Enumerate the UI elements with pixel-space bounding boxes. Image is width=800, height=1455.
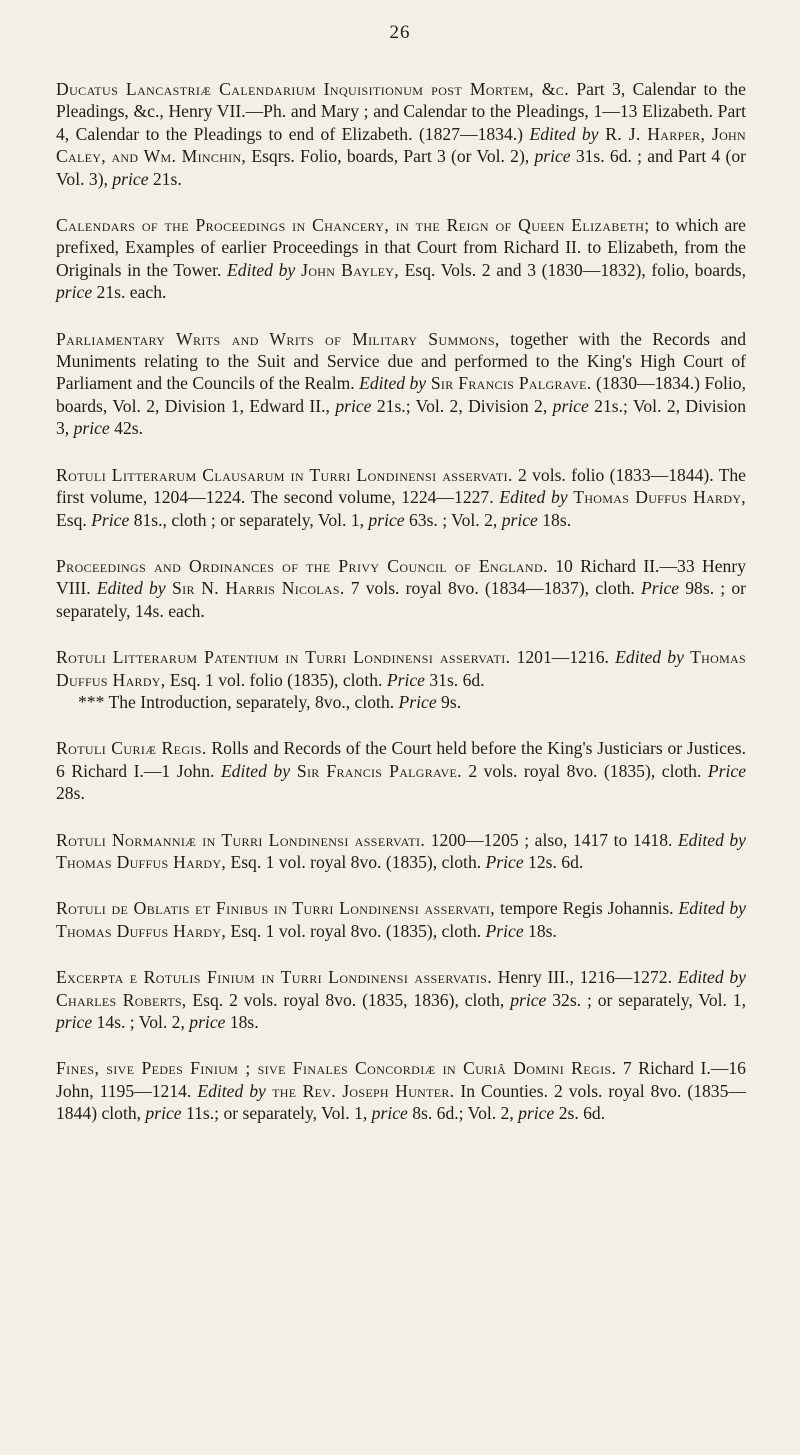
entry-title: Excerpta e Rotulis Finium in Turri Londinensi asservatis. (56, 967, 493, 988)
catalogue-entry (56, 737, 746, 804)
entry-text: 8s. 6d.; Vol. 2, (407, 1103, 519, 1124)
entry-text: 81s., cloth ; or separately, Vol. 1, (129, 509, 369, 530)
price-label: price (56, 282, 93, 303)
entry-text: 31s. 6d. ; and Part 4 (or Vol. 3), (56, 146, 746, 189)
entry-text: 21s.; Vol. 2, Division 2, (371, 395, 553, 416)
entry-text: In Counties. 2 vols. royal 8vo. (1835—1844) cloth, (56, 1080, 746, 1124)
entry-editors: Thomas Duffus Hardy, (56, 851, 227, 872)
price-label: Price (386, 669, 425, 690)
catalogue-entry (56, 214, 746, 304)
entry-text: 63s. ; Vol. 2, (404, 509, 502, 530)
price-label: price (73, 418, 110, 439)
catalogue-entry (56, 328, 746, 440)
entry-text: 14s. ; Vol. 2, (92, 1012, 190, 1032)
catalogue-entry (56, 464, 746, 531)
entry-note (56, 691, 746, 713)
entry-text: 98s. ; or separately, 14s. each. (56, 578, 746, 621)
edited-by-label: Edited by (678, 898, 746, 919)
entry-text: to which are prefixed, Examples of earlier Proceedings in that Court from Richard II. to Elizabeth, from the Originals in the Tower. (56, 215, 746, 280)
entry-text: 21s. (148, 168, 182, 189)
price-label: price (518, 1103, 555, 1124)
entry-editors: Charles Roberts, (56, 989, 187, 1010)
entry-text: 32s. ; or separately, Vol. 1, (546, 989, 746, 1010)
entry-text: 31s. 6d. (424, 669, 485, 690)
catalogue-entries (56, 78, 746, 1149)
edited-by-label: Edited by (220, 760, 291, 781)
entry-text: Esq. 1 vol. royal 8vo. (1835), cloth. (226, 920, 486, 941)
entry-text: Esqrs. Folio, boards, Part 3 (or Vol. 2), (246, 146, 535, 167)
price-label: price (371, 1103, 408, 1124)
entry-editors: Thomas Duffus Hardy, (56, 647, 746, 690)
entry-text: 1201—1216. (510, 647, 616, 668)
price-label: Price (707, 760, 747, 781)
price-label: Price (485, 851, 524, 872)
entry-editors: Thomas Duffus Hardy, (567, 487, 746, 508)
entry-text: Esq. 2 vols. royal 8vo. (1835, 1836), cloth, (186, 989, 511, 1010)
entry-title: Proceedings and Ordinances of the Privy Council of England. (56, 555, 548, 576)
edited-by-label: Edited by (96, 578, 166, 599)
entry-text: 1200—1205 ; also, 1417 to 1418. (425, 829, 678, 850)
catalogue-entry (56, 78, 746, 190)
catalogue-entry (56, 966, 746, 1033)
entry-text: 2 vols. royal 8vo. (1835), cloth. (461, 760, 708, 781)
entry-editors: Sir N. Harris Nicolas. (165, 578, 345, 599)
price-label: price (189, 1012, 226, 1032)
edited-by-label: Edited by (615, 647, 684, 668)
entry-editors: John Bayley, (295, 259, 399, 280)
page-number: 26 (389, 22, 411, 43)
entry-text: (1830—1834.) Folio, boards, Vol. 2, Division 1, Edward II., (56, 373, 747, 416)
entry-text: tempore Regis Johannis. (495, 898, 679, 919)
entry-text: Esq. 1 vol. royal 8vo. (1835), cloth. (226, 851, 486, 872)
entry-text: Rolls and Records of the Court held before the King's Justiciars or Justices. 6 Richard I.—1 John. (56, 738, 746, 781)
entry-title: Rotuli de Oblatis et Finibus in Turri Londinensi asservati, (56, 898, 496, 919)
entry-title: Calendars of the Proceedings in Chancery, in the Reign of Queen Elizabeth; (56, 215, 650, 236)
catalogue-entry (56, 646, 746, 713)
entry-text: Esq. Vols. 2 and 3 (1830—1832), folio, boards, (398, 259, 746, 280)
edited-by-label: Edited by (359, 373, 427, 394)
price-label: Price (91, 509, 130, 530)
entry-title: Rotuli Normanniæ in Turri Londinensi asservati. (56, 829, 426, 850)
price-label: Price (640, 578, 680, 599)
entry-text: Esq. 1 vol. folio (1835), cloth. (165, 669, 387, 690)
catalogue-entry (56, 1057, 746, 1124)
entry-text: 28s. (56, 783, 85, 804)
price-label: price (552, 395, 589, 416)
entry-text: together with the Records and Muniments relating to the Suit and Service due and performed to the King's High Court of Parliament and the Councils of the Realm. (56, 328, 746, 394)
price-label: price (56, 1012, 93, 1032)
entry-text: 18s. (225, 1012, 259, 1032)
entry-text: 2 vols. folio (1833—1844). The first volume, 1204—1224. The second volume, 1224—1227. (56, 464, 746, 508)
edited-by-label: Edited by (499, 487, 568, 508)
price-label: Price (398, 691, 437, 712)
edited-by-label: Edited by (529, 123, 599, 144)
note-text: 9s. (436, 691, 462, 712)
catalogue-entry (56, 897, 746, 942)
edited-by-label: Edited by (197, 1080, 266, 1101)
entry-text: 21s. each. (92, 282, 167, 303)
edited-by-label: Edited by (677, 829, 746, 850)
price-label: price (112, 168, 149, 189)
entry-editors: Sir Francis Palgrave. (426, 373, 592, 394)
entry-text: 18s. (523, 920, 557, 941)
entry-title: Ducatus Lancastriæ Calendarium Inquisitionum post Mortem, &c. (56, 79, 569, 99)
entry-editors: the Rev. Joseph Hunter. (265, 1080, 455, 1101)
entry-text: 11s.; or separately, Vol. 1, (181, 1103, 372, 1124)
entry-title: Parliamentary Writs and Writs of Military Summons, (56, 328, 500, 349)
entry-text: Esq. (56, 509, 92, 530)
edited-by-label: Edited by (677, 967, 746, 988)
entry-title: Fines, sive Pedes Finium ; sive Finales Concordiæ in Curiâ Domini Regis. (56, 1058, 617, 1079)
price-label: price (510, 989, 547, 1010)
entry-text: 42s. (109, 418, 143, 439)
price-label: price (368, 509, 405, 530)
asterism-mark: *** (78, 691, 109, 712)
entry-text: Part 3, Calendar to the Pleadings, &c., Henry VII.—Ph. and Mary ; and Calendar to the Pleadings, 1—13 Elizabeth. Part 4, Calendar to the Pleadings to end of Elizabeth. (1827—1834.) (56, 79, 746, 144)
price-label: price (335, 395, 372, 416)
entry-text: 7 Richard I.—16 John, 1195—1214. (56, 1058, 746, 1101)
entry-text: 10 Richard II.—33 Henry VIII. (56, 555, 746, 599)
entry-title: Rotuli Litterarum Patentium in Turri Londinensi asservati. (56, 647, 511, 668)
entry-text: 7 vols. royal 8vo. (1834—1837), cloth. (344, 578, 641, 599)
catalogue-entry (56, 555, 746, 622)
entry-text: 18s. (537, 509, 572, 530)
entry-editors: R. J. Harper, John Caley, and Wm. Minchin, (56, 123, 746, 167)
price-label: Price (485, 920, 524, 941)
entry-text: 12s. 6d. (523, 851, 584, 872)
entry-text: Henry III., 1216—1272. (492, 967, 678, 988)
entry-title: Rotuli Litterarum Clausarum in Turri Londinensi asservati. (56, 464, 513, 485)
entry-editors: Sir Francis Palgrave. (290, 760, 462, 781)
price-label: price (534, 146, 571, 167)
catalogue-entry (56, 829, 746, 874)
entry-text: 2s. 6d. (554, 1103, 606, 1124)
price-label: price (501, 509, 538, 530)
entry-text: 21s.; Vol. 2, Division 3, (56, 395, 747, 439)
note-text: The Introduction, separately, 8vo., cloth. (108, 691, 399, 712)
edited-by-label: Edited by (227, 259, 296, 280)
entry-editors: Thomas Duffus Hardy, (56, 920, 227, 941)
price-label: price (145, 1103, 182, 1124)
entry-title: Rotuli Curiæ Regis. (56, 738, 207, 759)
